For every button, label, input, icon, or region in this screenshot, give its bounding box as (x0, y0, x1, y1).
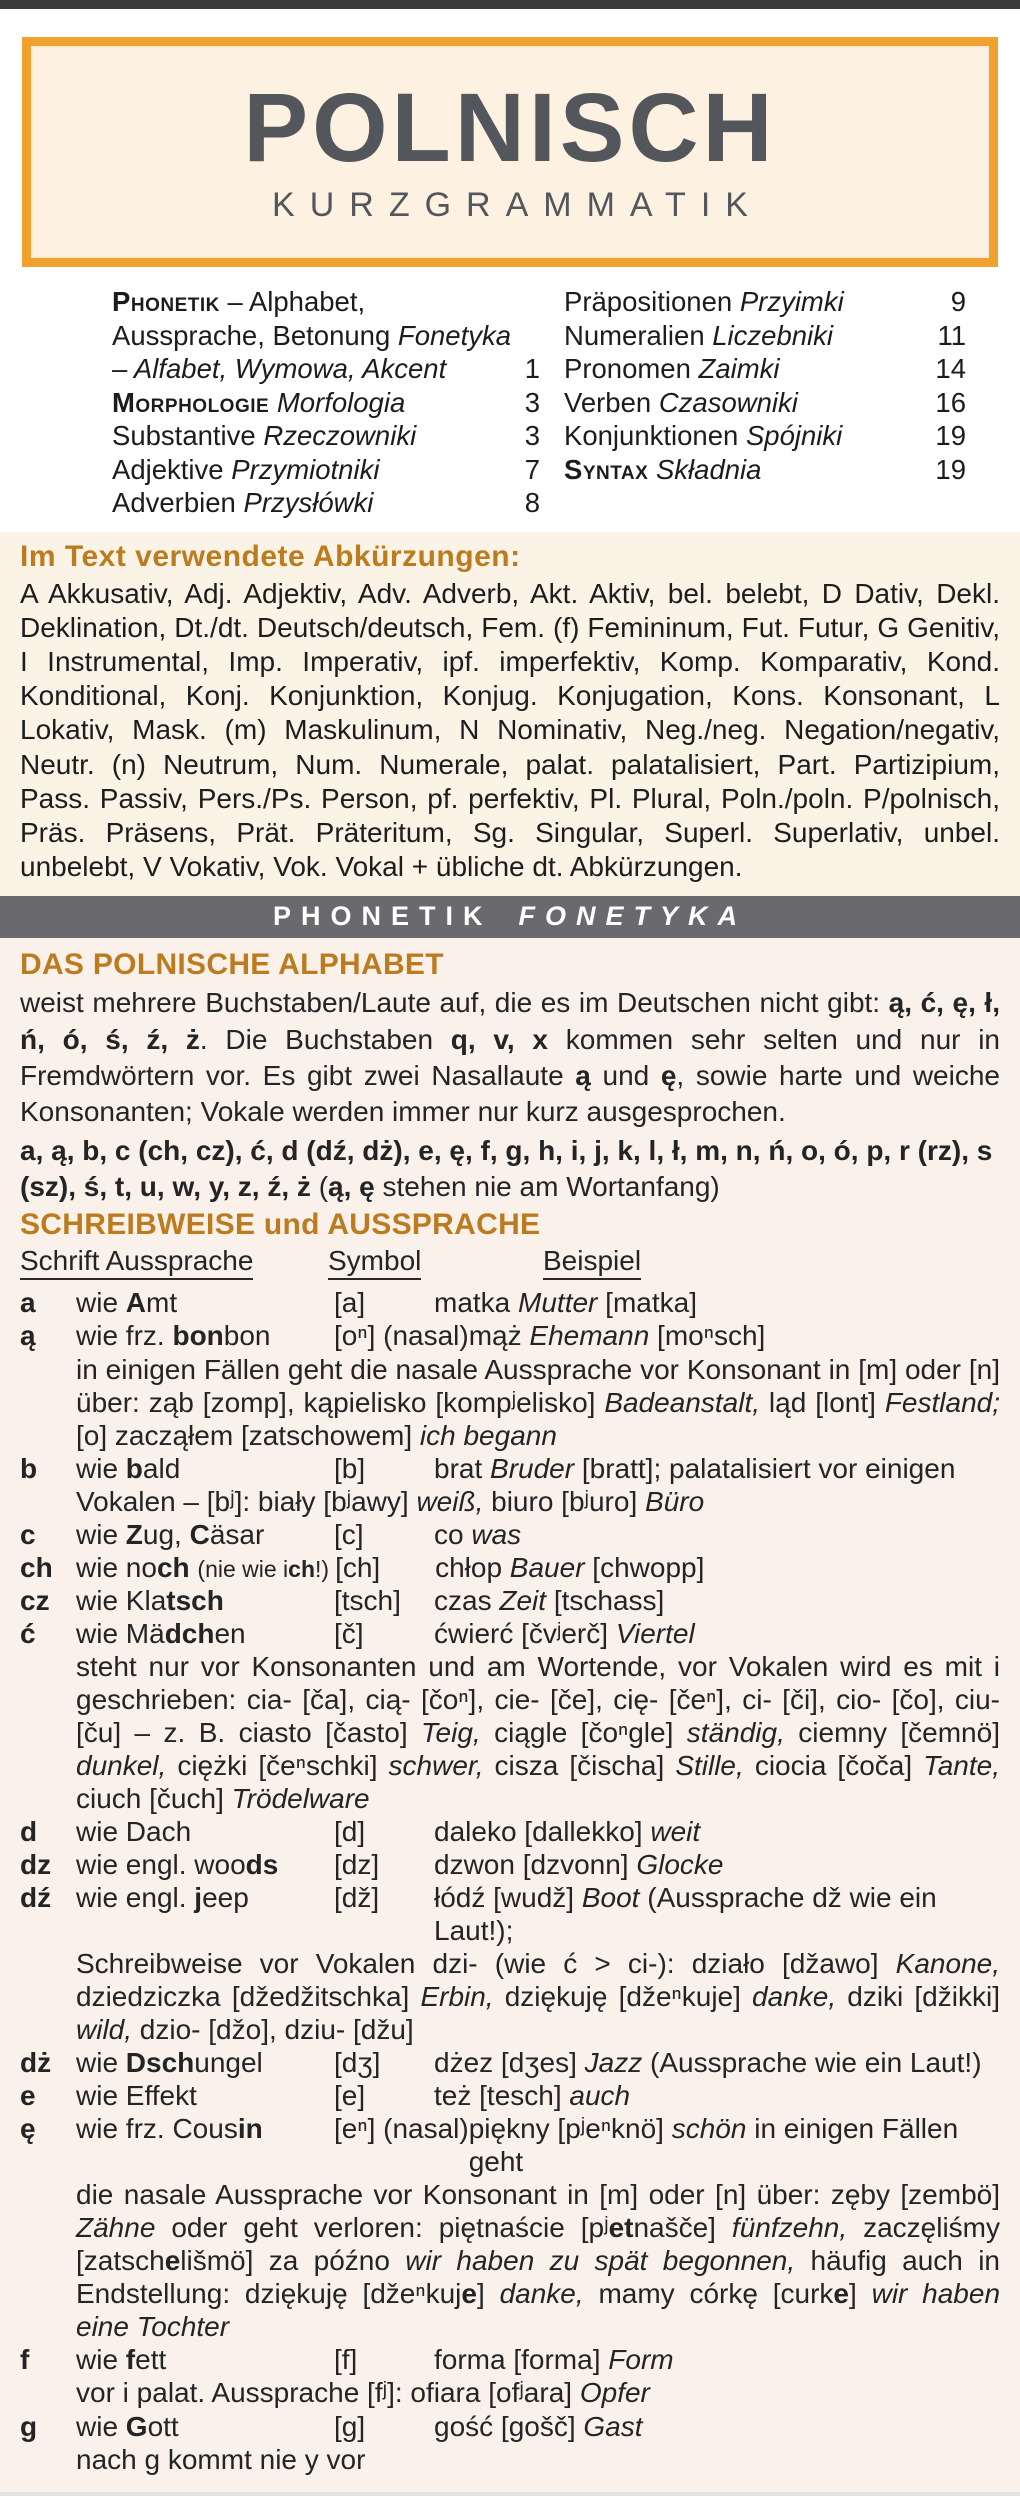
row-pronunciation-hint: wie frz. bonbon (76, 1320, 271, 1352)
pronunciation-rows (20, 1286, 1000, 2475)
row-pronunciation-hint: wie bald (76, 1452, 181, 1484)
row-symbol: [č] (334, 1617, 364, 1649)
row-pronunciation-hint: wie noch (nie wie ich!) (76, 1551, 330, 1583)
row-symbol: [dž] (334, 1882, 380, 1914)
toc-item-page-number: 9 (950, 286, 966, 317)
phonetik-section-banner: PHONETIK FONETYKA (0, 896, 1020, 938)
row-example: brat Bruder [bratt]; palatalisiert vor einigen (434, 1452, 956, 1484)
pronunciation-row (20, 1452, 1000, 1485)
row-continuation: in einigen Fällen geht die nasale Aussprache vor Konsonant in [m] oder [n] über: ząb [zomp], kąpielisko [kompʲelisko] Badeanstalt, ląd [lont] Festland; [o] zacząłem [zatschowem] ich begann (76, 1353, 1000, 1451)
row-pronunciation-hint: wie Dach (76, 1815, 192, 1847)
row-symbol: [oⁿ] (nasal) (334, 1320, 469, 1352)
page-title: POLNISCH (243, 73, 777, 182)
row-example: dżez [dʒes] Jazz (Aussprache wie ein Laut!) (434, 2047, 982, 2079)
row-symbol: [a] (334, 1287, 366, 1319)
row-example: matka Mutter [matka] (434, 1287, 697, 1319)
page-subtitle: KURZGRAMMATIK (272, 186, 763, 224)
toc-item-label: Pronomen Zaimki (564, 353, 780, 385)
toc-item-label: Morphologie Morfologia (112, 386, 406, 418)
row-pronunciation-hint: wie engl. woods (76, 1848, 279, 1880)
row-letter: ą (20, 1320, 36, 1352)
row-letter: g (20, 2410, 38, 2442)
row-letter: a (20, 1287, 36, 1319)
row-pronunciation-hint: wie Effekt (76, 2080, 197, 2112)
row-pronunciation-hint: wie fett (76, 2344, 167, 2376)
row-example: ćwierć [čvʲerč] Viertel (434, 1617, 695, 1649)
toc-item-page-number: 7 (524, 453, 540, 485)
toc-item (112, 386, 540, 420)
row-letter: d (20, 1815, 38, 1847)
column-header-symbol: Symbol (328, 1245, 543, 1280)
row-letter: b (20, 1452, 38, 1484)
toc-item-label: Konjunktionen Spójniki (564, 420, 843, 452)
table-of-contents (0, 281, 1020, 526)
row-example: dzwon [dzvonn] Glocke (434, 1848, 724, 1880)
abbreviations-section (0, 532, 1020, 896)
row-example: też [tesch] auch (434, 2080, 631, 2112)
toc-item-page-number: 8 (524, 487, 540, 519)
row-example: czas Zeit [tschass] (434, 1584, 665, 1616)
row-continuation: steht nur vor Konsonanten und am Wortende, vor Vokalen wird es mit i geschrieben: cia- [ča], cią- [čoⁿ], cie- [če], cię- [čeⁿ], ci- [či], cio- [čo], ciu- [ču] – z. B. ciasto [často] Teig, ciągle [čoⁿgle] ständig, ciemny [čemnö] dunkel, ciężki [čeⁿschki] schwer, cisza [čischa] Stille, ciocia [čoča] Tante, ciuch [čuch] Trödelware (76, 1650, 1000, 1814)
row-letter: ę (20, 2113, 36, 2145)
toc-item-page-number: 19 (935, 453, 966, 485)
pronunciation-row (20, 1848, 1000, 1881)
row-symbol: [b] (334, 1452, 366, 1484)
pronunciation-row (20, 1584, 1000, 1617)
toc-item-page-number: 1 (524, 353, 540, 385)
pronunciation-row (20, 1881, 1000, 1947)
bottom-scan-edge (0, 2492, 1020, 2496)
row-example: co was (434, 1518, 522, 1550)
pronunciation-row (20, 2046, 1000, 2079)
row-letter: ch (20, 1551, 53, 1583)
toc-item-page-number: 14 (935, 353, 966, 385)
row-example: forma [forma] Form (434, 2344, 674, 2376)
row-pronunciation-hint: wie Dschungel (76, 2047, 263, 2079)
row-example: łódź [wudž] Boot (Aussprache dž wie ein Laut!); (434, 1882, 937, 1947)
toc-item-page-number: 3 (524, 386, 540, 418)
row-example: daleko [dallekko] weit (434, 1815, 701, 1847)
alphabet-heading: DAS POLNISCHE ALPHABET (20, 948, 444, 982)
abbreviations-text: A Akkusativ, Adj. Adjektiv, Adv. Adverb, Akt. Aktiv, bel. belebt, D Dativ, Dekl. Deklination, Dt./dt. Deutsch/deutsch, Fem. (f) Femininum, Fut. Futur, G Genitiv, I Instrumental, Imp. Imperativ, ipf. imperfektiv, Komp. Komparativ, Kond. Konditional, Konj. Konjunktion, Konjug. Konjugation, Kons. Konsonant, L Lokativ, Mask. (m) Maskulinum, N Nominativ, Neg./neg. Negation/negativ, Neutr. (n) Neutrum, Num. Numerale, palat. palatalisiert, Part. Partizipium, Pass. Passiv, Pers./Ps. Person, pf. perfektiv, Pl. Plural, Poln./poln. P/polnisch, Präs. Präsens, Prät. Präteritum, Sg. Singular, Superl. Superlativ, unbel. unbelebt, V Vokativ, Vok. Vokal + übliche dt. Abkürzungen. (20, 577, 1000, 883)
toc-item (564, 319, 966, 353)
row-letter: dź (20, 1882, 52, 1914)
alphabet-intro: weist mehrere Buchstaben/Laute auf, die es im Deutschen nicht gibt: ą, ć, ę, ł, ń, ó, ś, ź, ż. Die Buchstaben q, v, x kommen sehr selten und nur in Fremdwörtern vor. Es gibt zwei Nasallaute ą und ę, sowie harte und weiche Konsonanten; Vokale werden immer nur kurz ausgesprochen. (20, 987, 1000, 1128)
column-header-beispiel: Beispiel (543, 1245, 641, 1280)
pronunciation-row (20, 2410, 1000, 2443)
row-symbol: [d] (334, 1815, 366, 1847)
row-letter: dz (20, 1848, 52, 1880)
row-letter: cz (20, 1584, 50, 1616)
row-pronunciation-hint: wie Gott (76, 2410, 179, 2442)
alphabet-letters: a, ą, b, c (ch, cz), ć, d (dź, dż), e, ę, f, g, h, i, j, k, l, ł, m, n, ń, o, ó, p, r (rz), s (sz), ś, t, u, w, y, z, ź, ż (ą, ę stehen nie am Wortanfang) (20, 1134, 993, 1202)
toc-item (564, 352, 966, 386)
row-example: mąż Ehemann [moⁿsch] (468, 1320, 766, 1352)
row-letter: ć (20, 1617, 36, 1649)
pronunciation-row (20, 1551, 1000, 1584)
toc-item (564, 419, 966, 453)
row-symbol: [f] (334, 2344, 358, 2376)
pronunciation-row (20, 1286, 1000, 1319)
toc-item (112, 419, 540, 453)
row-symbol: [tsch] (334, 1584, 401, 1616)
pronunciation-row (20, 1319, 1000, 1352)
row-symbol: [eⁿ] (nasal) (334, 2113, 469, 2145)
pronunciation-heading: SCHREIBWEISE und AUSSPRACHE (20, 1208, 541, 1242)
toc-item-label: Substantive Rzeczowniki (112, 420, 417, 452)
row-pronunciation-hint: wie Klatsch (76, 1584, 224, 1616)
row-continuation: vor i palat. Aussprache [fʲ]: ofiara [ofʲara] Opfer (76, 2377, 650, 2409)
row-continuation: die nasale Aussprache vor Konsonant in [m] oder [n] über: zęby [zembö] Zähne oder geht verloren: piętnaście [pʲetnašče] fünfzehn, zaczęliśmy [zatschelišmö] za późno wir haben zu spät begonnen, häufig auch in Endstellung: dziękuję [džeⁿkuje] danke, mamy córkę [curke] wir haben eine Tochter (76, 2179, 1001, 2343)
row-symbol: [e] (334, 2080, 366, 2112)
row-pronunciation-hint: wie Zug, Cäsar (76, 1518, 265, 1550)
row-symbol: [dz] (334, 1848, 380, 1880)
toc-item-label: Phonetik – Alphabet, Aussprache, Betonung Fonetyka – Alfabet, Wymowa, Akcent (112, 286, 512, 385)
pronunciation-table-header (20, 1245, 1000, 1280)
toc-column-right (564, 285, 966, 520)
toc-item (564, 285, 966, 319)
row-example: gość [gošč] Gast (434, 2410, 643, 2442)
row-example: chłop Bauer [chwopp] (435, 1551, 705, 1583)
pronunciation-row (20, 1617, 1000, 1650)
toc-item-label: Syntax Składnia (564, 453, 762, 485)
pronunciation-row (20, 1518, 1000, 1551)
pronunciation-row (20, 1815, 1000, 1848)
row-symbol: [g] (334, 2410, 366, 2442)
row-pronunciation-hint: wie Amt (76, 1287, 178, 1319)
row-symbol: [c] (334, 1518, 364, 1550)
pronunciation-row (20, 2112, 1000, 2178)
footer-whitespace (0, 2492, 1020, 2501)
row-symbol: [ch] (335, 1551, 381, 1583)
toc-item-label: Adjektive Przymiotniki (112, 453, 380, 485)
toc-item (112, 285, 540, 386)
toc-item-label: Numeralien Liczebniki (564, 319, 834, 351)
toc-item (112, 486, 540, 520)
title-box (22, 37, 998, 267)
row-pronunciation-hint: wie engl. jeep (76, 1882, 249, 1914)
row-letter: e (20, 2080, 36, 2112)
row-pronunciation-hint: wie frz. Cousin (76, 2113, 263, 2145)
row-continuation: nach g kommt nie y vor (76, 2443, 366, 2475)
pronunciation-row (20, 2343, 1000, 2376)
top-scan-edge (0, 0, 1020, 9)
toc-item (564, 386, 966, 420)
toc-item-page-number: 3 (524, 420, 540, 452)
row-continuation: Vokalen – [bʲ]: biały [bʲawy] weiß, biuro [bʲuro] Büro (76, 1485, 705, 1517)
row-example: piękny [pʲeⁿknö] schön in einigen Fällen geht (468, 2113, 959, 2178)
row-pronunciation-hint: wie Mädchen (76, 1617, 246, 1649)
pronunciation-row (20, 2079, 1000, 2112)
toc-item-label: Adverbien Przysłówki (112, 487, 374, 519)
row-continuation: Schreibweise vor Vokalen dzi- (wie ć > ci-): działo [džawo] Kanone, dziedziczka [džedžitschka] Erbin, dziękuję [džeⁿkuje] danke, dziki [džikki] wild, dzio- [džo], dziu- [džu] (76, 1948, 1000, 2046)
toc-item-label: Verben Czasowniki (564, 386, 798, 418)
column-header-schrift-aussprache: Schrift Aussprache (20, 1245, 328, 1280)
abbreviations-heading: Im Text verwendete Abkürzungen: (20, 539, 521, 573)
row-letter: f (20, 2344, 30, 2376)
toc-item (564, 453, 966, 487)
toc-column-left (112, 285, 540, 520)
toc-item-page-number: 11 (937, 319, 966, 351)
toc-item-page-number: 19 (935, 420, 966, 452)
toc-item-label: Präpositionen Przyimki (564, 286, 844, 317)
toc-item (112, 453, 540, 487)
toc-item-page-number: 16 (935, 386, 966, 418)
row-symbol: [dʒ] (334, 2047, 381, 2079)
row-letter: c (20, 1518, 36, 1550)
phonetik-section-body (0, 938, 1020, 2491)
row-letter: dż (20, 2047, 52, 2079)
